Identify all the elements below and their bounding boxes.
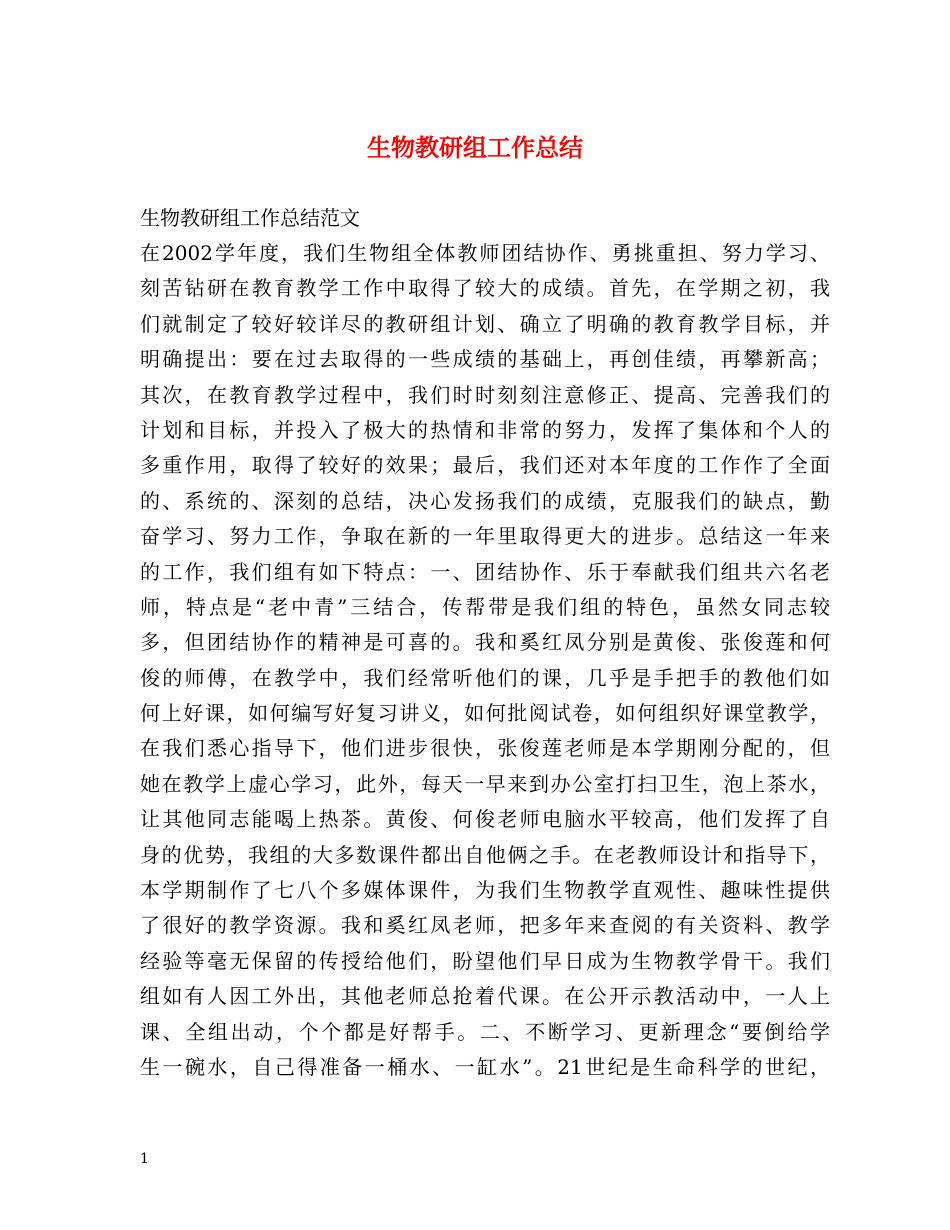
body-line: 们就制定了较好较详尽的教研组计划、确立了明确的教育教学目标，并	[140, 311, 830, 336]
body-line: 俊的师傅，在教学中，我们经常听他们的课，几乎是手把手的教他们如	[140, 665, 830, 690]
body-line: 明确提出：要在过去取得的一些成绩的基础上，再创佳绩，再攀新高；	[140, 347, 830, 372]
body-line: 让其他同志能喝上热茶。黄俊、何俊老师电脑水平较高，他们发挥了自	[140, 807, 830, 832]
body-line: 多，但团结协作的精神是可喜的。我和奚红凤分别是黄俊、张俊莲和何	[140, 630, 830, 655]
page-number: 1	[140, 1151, 149, 1167]
body-line: 其次，在教育教学过程中，我们时时刻刻注意修正、提高、完善我们的	[140, 382, 830, 407]
body-line: 何上好课，如何编写好复习讲义，如何批阅试卷，如何组织好课堂教学，	[140, 701, 830, 726]
body-line: 在我们悉心指导下，他们进步很快，张俊莲老师是本学期刚分配的，但	[140, 736, 830, 761]
body-line: 的工作，我们组有如下特点：一、团结协作、乐于奉献我们组共六名老	[140, 559, 830, 584]
body-line: 师，特点是“老中青”三结合，传帮带是我们组的特色，虽然女同志较	[140, 594, 830, 619]
document-subtitle: 生物教研组工作总结范文	[140, 206, 360, 230]
body-line: 多重作用，取得了较好的效果；最后，我们还对本年度的工作作了全面	[140, 453, 830, 478]
body-line: 奋学习、努力工作，争取在新的一年里取得更大的进步。总结这一年来	[140, 524, 830, 549]
body-line: 的、系统的、深刻的总结，决心发扬我们的成绩，克服我们的缺点，勤	[140, 488, 830, 513]
body-line: 经验等毫无保留的传授给他们，盼望他们早日成为生物教学骨干。我们	[140, 948, 830, 973]
body-line: 课、全组出动，个个都是好帮手。二、不断学习、更新理念“要倒给学	[140, 1019, 830, 1044]
document-body	[140, 236, 830, 1085]
body-line: 了很好的教学资源。我和奚红凤老师，把多年来查阅的有关资料、教学	[140, 913, 830, 938]
body-line: 在2002学年度，我们生物组全体教师团结协作、勇挑重担、努力学习、	[140, 241, 830, 265]
document-title: 生物教研组工作总结	[367, 133, 583, 162]
body-line: 身的优势，我组的大多数课件都出自他俩之手。在老教师设计和指导下，	[140, 842, 830, 867]
body-line: 组如有人因工外出，其他老师总抢着代课。在公开示教活动中，一人上	[140, 984, 830, 1009]
body-line: 生一碗水，自己得准备一桶水、一缸水”。21世纪是生命科学的世纪，	[140, 1054, 830, 1079]
body-line: 本学期制作了七八个多媒体课件，为我们生物教学直观性、趣味性提供	[140, 878, 830, 903]
body-line: 计划和目标，并投入了极大的热情和非常的努力，发挥了集体和个人的	[140, 417, 830, 442]
body-line: 她在教学上虚心学习，此外，每天一早来到办公室打扫卫生，泡上茶水，	[140, 771, 830, 796]
body-line: 刻苦钻研在教育教学工作中取得了较大的成绩。首先，在学期之初，我	[140, 276, 830, 301]
